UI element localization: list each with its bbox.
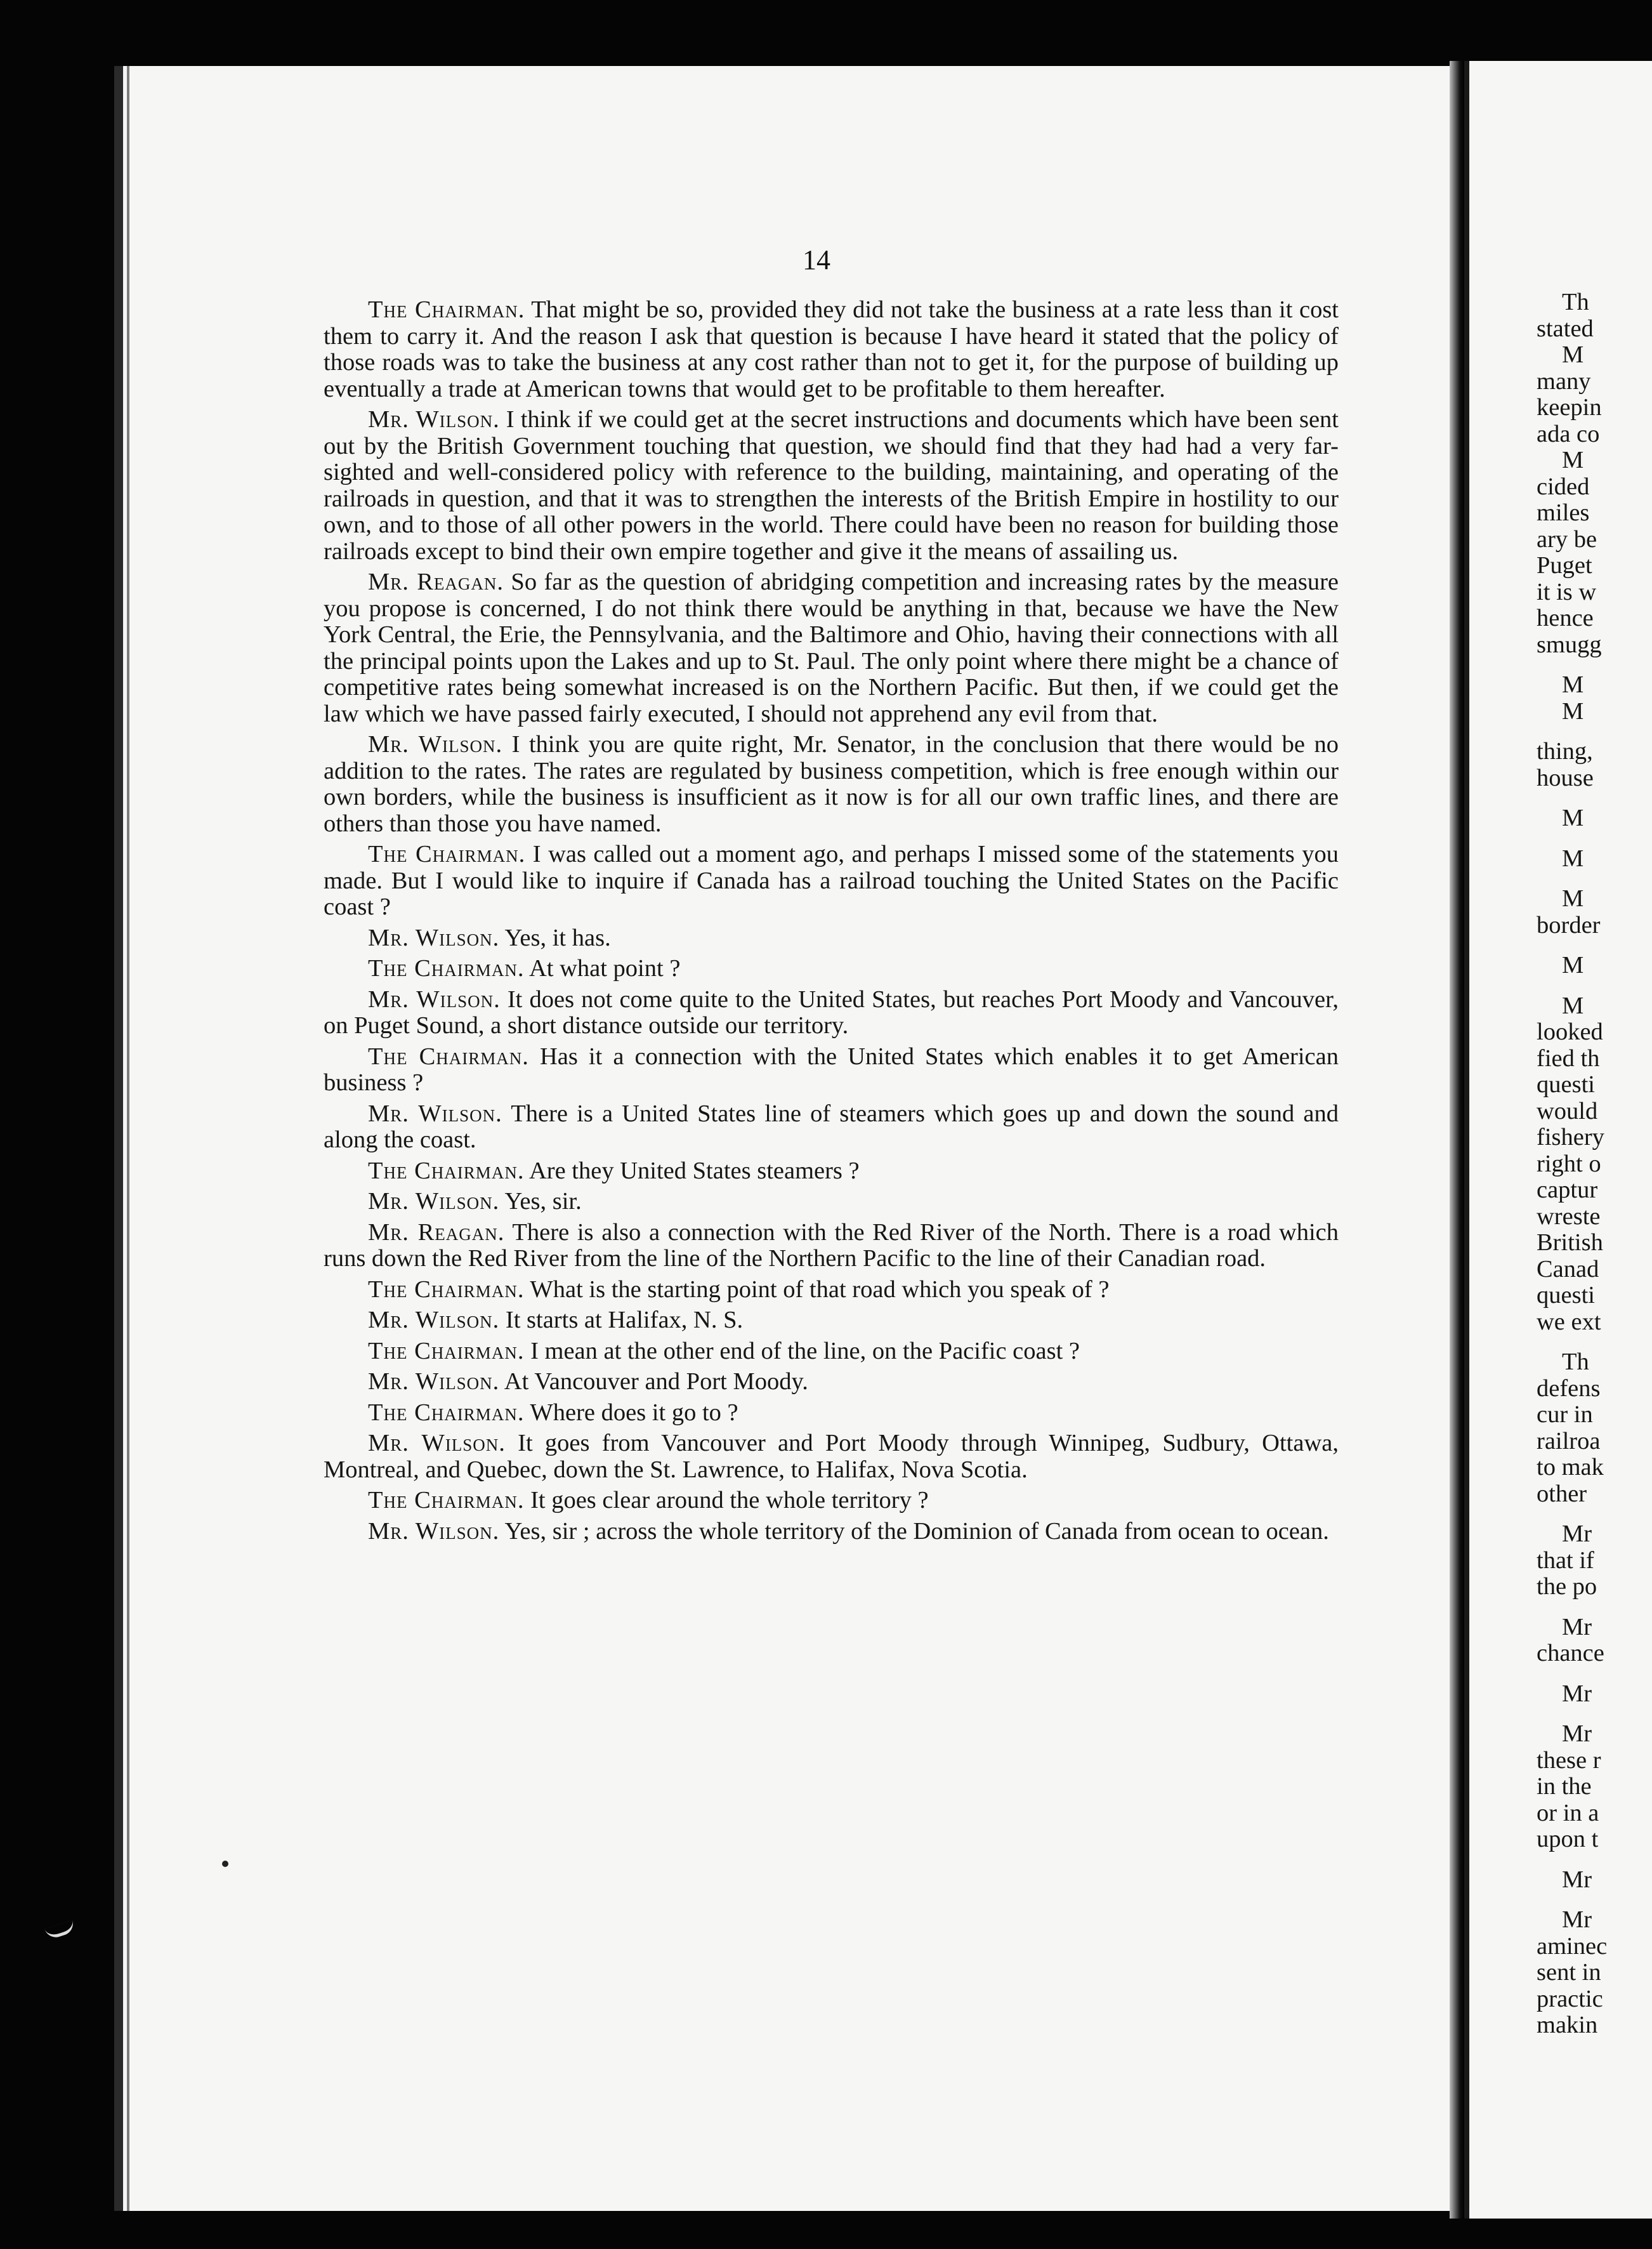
right-page-line-fragment: wreste [1537, 1203, 1601, 1230]
speech-text: At what point ? [528, 955, 681, 982]
book-gutter [1450, 61, 1464, 2219]
speech-text: That might be so, provided they did not take the business at a rate less than it cost them to carry it. And the reason I ask that question is because I have heard it stated that the policy of those roads was to take the business at any cost rather than not to get it, for the purpose of building up eventually a trade at American towns that would get to be profitable to them hereafter. [324, 296, 1339, 402]
speech-text: Has it a connection with the United States which enables it to get American business ? [324, 1043, 1339, 1096]
right-page-line-fragment: Mr [1562, 1906, 1592, 1933]
right-page-line-fragment: practic [1537, 1985, 1603, 2012]
transcript-paragraph [324, 732, 1339, 837]
right-page-line-fragment: Mr [1562, 1613, 1592, 1640]
speaker-name: Mr. Wilson. [368, 731, 503, 758]
paragraph-gap [1537, 658, 1652, 672]
transcript-paragraph [324, 925, 1339, 952]
page-number: 14 [803, 244, 830, 275]
speech-text: So far as the question of abridging competition and increasing rates by the measure you propose is concerned, I do not think there would be anything in that, because we have the New York Central, the Erie, the Pennsylvania, and the Baltimore and Ohio, having their connections with all the principal points upon the Lakes and up to St. Paul. The only point where there might be a chance of competitive rates being somewhat increased is on the Northern Pacific. But then, if we could get the law which we have passed fairly executed, I should not apprehend any evil from that. [324, 569, 1339, 727]
speaker-name: Mr. Wilson. [368, 1430, 506, 1456]
paragraph-gap [1537, 1707, 1652, 1721]
paragraph-gap [1537, 1893, 1652, 1907]
transcript-paragraph [324, 1044, 1339, 1097]
speaker-name: Mr. Wilson. [368, 1188, 500, 1215]
speech-text: Are they United States steamers ? [528, 1157, 860, 1184]
transcript-paragraph [324, 1307, 1339, 1334]
right-page-line-fragment: chance [1537, 1640, 1604, 1666]
speaker-name: The Chairman. [368, 1157, 525, 1184]
speech-text: What is the starting point of that road which you speak of ? [530, 1276, 1110, 1303]
right-page-line-fragment: would [1537, 1097, 1598, 1124]
speech-text: Where does it go to ? [530, 1399, 738, 1426]
speaker-name: Mr. Reagan. [368, 1218, 505, 1246]
speaker-name: Mr. Wilson. [368, 1368, 500, 1395]
right-page-line-fragment: miles [1537, 499, 1590, 526]
transcript-paragraph [324, 1277, 1339, 1303]
right-page-line-fragment: Th [1562, 1349, 1589, 1375]
right-page-line-fragment: border [1537, 911, 1601, 939]
speaker-name: The Chairman. [368, 296, 525, 323]
speech-text: Yes, it has. [504, 924, 611, 951]
right-page-line-fragment: Mr [1562, 1520, 1592, 1547]
speaker-name: The Chairman. [368, 955, 525, 982]
right-page-line-fragment: captur [1537, 1177, 1598, 1203]
hearing-transcript [324, 297, 1339, 1549]
transcript-paragraph [324, 407, 1339, 565]
speaker-name: Mr. Reagan. [368, 569, 504, 595]
right-page-line-fragment: or in a [1537, 1799, 1599, 1826]
transcript-paragraph [324, 1189, 1339, 1215]
right-page-line-fragment: right o [1537, 1150, 1601, 1177]
speaker-name: The Chairman. [368, 1276, 525, 1303]
right-page-line-fragment: M [1562, 845, 1584, 872]
paragraph-gap [1537, 1335, 1652, 1349]
right-page-line-fragment: that if [1537, 1547, 1594, 1574]
right-page-line-fragment: M [1562, 992, 1584, 1019]
transcript-paragraph [324, 1400, 1339, 1427]
right-page-line-fragment: defens [1537, 1375, 1601, 1402]
speaker-name: Mr. Wilson. [368, 986, 501, 1013]
right-page-line-fragment: Canad [1537, 1255, 1599, 1283]
paragraph-gap [1537, 1600, 1652, 1614]
paragraph-gap [1537, 791, 1652, 805]
right-page-line-fragment: the po [1537, 1573, 1597, 1600]
transcript-paragraph [324, 1487, 1339, 1514]
speaker-name: Mr. Wilson. [368, 406, 500, 433]
right-page-line-fragment: other [1537, 1480, 1587, 1507]
right-page-line-fragment: Puget [1537, 552, 1592, 579]
right-page-line-fragment: many [1537, 367, 1591, 395]
right-page-line-fragment: hence [1537, 605, 1594, 631]
speaker-name: Mr. Wilson. [368, 1100, 502, 1127]
speech-text: At Vancouver and Port Moody. [504, 1368, 808, 1395]
right-page-line-fragment: M [1562, 671, 1584, 698]
paragraph-gap [1537, 939, 1652, 953]
right-page-line-fragment: these r [1537, 1746, 1601, 1774]
transcript-paragraph [324, 1519, 1339, 1545]
right-page-line-fragment: M [1562, 697, 1584, 725]
right-page-line-fragment: M [1562, 952, 1584, 979]
right-page-line-fragment: looked [1537, 1019, 1603, 1045]
right-page-line-fragment: Th [1562, 289, 1589, 315]
transcript-paragraph [324, 1101, 1339, 1154]
right-page-line-fragment: ada co [1537, 420, 1600, 447]
paragraph-gap [1537, 979, 1652, 993]
paragraph-gap [1537, 725, 1652, 739]
right-page-line-fragment: Mr [1562, 1720, 1592, 1747]
speaker-name: The Chairman. [368, 841, 526, 867]
speaker-name: Mr. Wilson. [368, 924, 500, 951]
right-page-line-fragment: questi [1537, 1282, 1595, 1309]
right-page-line-fragment: upon t [1537, 1826, 1599, 1852]
speaker-name: The Chairman. [368, 1487, 525, 1514]
speech-text: It does not come quite to the United States, but reaches Port Moody and Vancouver, on Puget Sound, a short distance outside our territory. [324, 986, 1339, 1039]
speech-text: There is also a connection with the Red River of the North. There is a road which runs down the Red River from the line of the Northern Pacific to the line of their Canadian road. [324, 1218, 1339, 1272]
paragraph-gap [1537, 1507, 1652, 1521]
speaker-name: The Chairman. [368, 1337, 525, 1364]
right-page-line-fragment: fishery [1537, 1124, 1604, 1151]
speech-text: There is a United States line of steamers which goes up and down the sound and along the coast. [324, 1100, 1339, 1153]
right-page-line-fragment: aminec [1537, 1932, 1608, 1960]
speaker-name: Mr. Wilson. [368, 1517, 500, 1545]
right-page-line-fragment: Mr [1562, 1680, 1592, 1707]
speech-text: I think you are quite right, Mr. Senator, in the conclusion that there would be no addition to the rates. The rates are regulated by business competition, which is free enough within our own borders, while the business is insufficient as it now is for all our own traffic lines, and there are others than those you have named. [324, 731, 1339, 837]
speech-text: It goes clear around the whole territory ? [530, 1487, 929, 1514]
speech-text: I think if we could get at the secret instructions and documents which have been sent out by the British Government touching that question, we should find that they had had a very far-sighted and well-considered policy with reference to the building, maintaining, and operating of the railroads in question, and that it was to strengthen the interests of the British Empire in hostility to our own, and to those of all other powers in the world. There could have been no reason for building those railroads except to bind their own empire together and give it the means of assailing us. [324, 406, 1339, 565]
right-page-line-fragment: it is w [1537, 578, 1597, 605]
right-page-line-fragment: cur in [1537, 1401, 1593, 1428]
speech-text: I mean at the other end of the line, on the Pacific coast ? [530, 1337, 1080, 1364]
right-page-line-fragment: ary be [1537, 525, 1597, 553]
right-page-text-fragments [1537, 289, 1652, 2039]
paragraph-gap [1537, 832, 1652, 846]
transcript-paragraph [324, 297, 1339, 402]
right-page-line-fragment: railroa [1537, 1427, 1601, 1454]
right-page-line-fragment: in the [1537, 1773, 1592, 1800]
speech-text: I was called out a moment ago, and perhaps I missed some of the statements you made. But I would like to inquire if Canada has a railroad touching the United States on the Pacific coast ? [324, 841, 1339, 920]
right-page-line-fragment: questi [1537, 1071, 1595, 1098]
right-page-line-fragment: British [1537, 1229, 1603, 1256]
transcript-paragraph [324, 841, 1339, 921]
right-page-line-fragment: makin [1537, 2012, 1598, 2038]
paragraph-gap [1537, 1853, 1652, 1867]
speaker-name: The Chairman. [368, 1043, 529, 1070]
right-page-line-fragment: smugg [1537, 631, 1602, 658]
speech-text: Yes, sir. [504, 1188, 582, 1215]
paragraph-gap [1537, 1667, 1652, 1681]
speaker-name: The Chairman. [368, 1399, 525, 1426]
transcript-paragraph [324, 956, 1339, 982]
transcript-paragraph [324, 1430, 1339, 1483]
transcript-paragraph [324, 1220, 1339, 1272]
transcript-paragraph [324, 987, 1339, 1039]
right-page-line-fragment: stated [1537, 315, 1594, 342]
transcript-paragraph [324, 1338, 1339, 1365]
speaker-name: Mr. Wilson. [368, 1307, 500, 1333]
right-page-line-fragment: M [1562, 885, 1584, 912]
paragraph-gap [1537, 872, 1652, 886]
right-page-line-fragment: to mak [1537, 1454, 1604, 1481]
transcript-paragraph [324, 1369, 1339, 1395]
ink-dot-mark [222, 1861, 228, 1867]
speech-text: It starts at Halifax, N. S. [505, 1307, 744, 1333]
transcript-paragraph [324, 569, 1339, 727]
right-page-line-fragment: Mr [1562, 1866, 1592, 1893]
right-page-line-fragment: sent in [1537, 1959, 1601, 1986]
right-page-line-fragment: M [1562, 341, 1584, 368]
right-page-line-fragment: M [1562, 805, 1584, 831]
right-page-line-fragment: keepin [1537, 394, 1602, 421]
transcript-paragraph [324, 1158, 1339, 1185]
right-page-line-fragment: fied th [1537, 1045, 1600, 1072]
right-page-line-fragment: house [1537, 764, 1594, 791]
right-page-line-fragment: thing, [1537, 738, 1593, 765]
right-page-line-fragment: M [1562, 447, 1584, 473]
right-page-line-fragment: cided [1537, 473, 1590, 500]
speech-text: It goes from Vancouver and Port Moody through Winnipeg, Sudbury, Ottawa, Montreal, and Quebec, down the St. Lawrence, to Halifax, Nova Scotia. [324, 1430, 1339, 1483]
right-page-line-fragment: we ext [1537, 1308, 1601, 1335]
speech-text: Yes, sir ; across the whole territory of the Dominion of Canada from ocean to ocean. [504, 1517, 1329, 1545]
